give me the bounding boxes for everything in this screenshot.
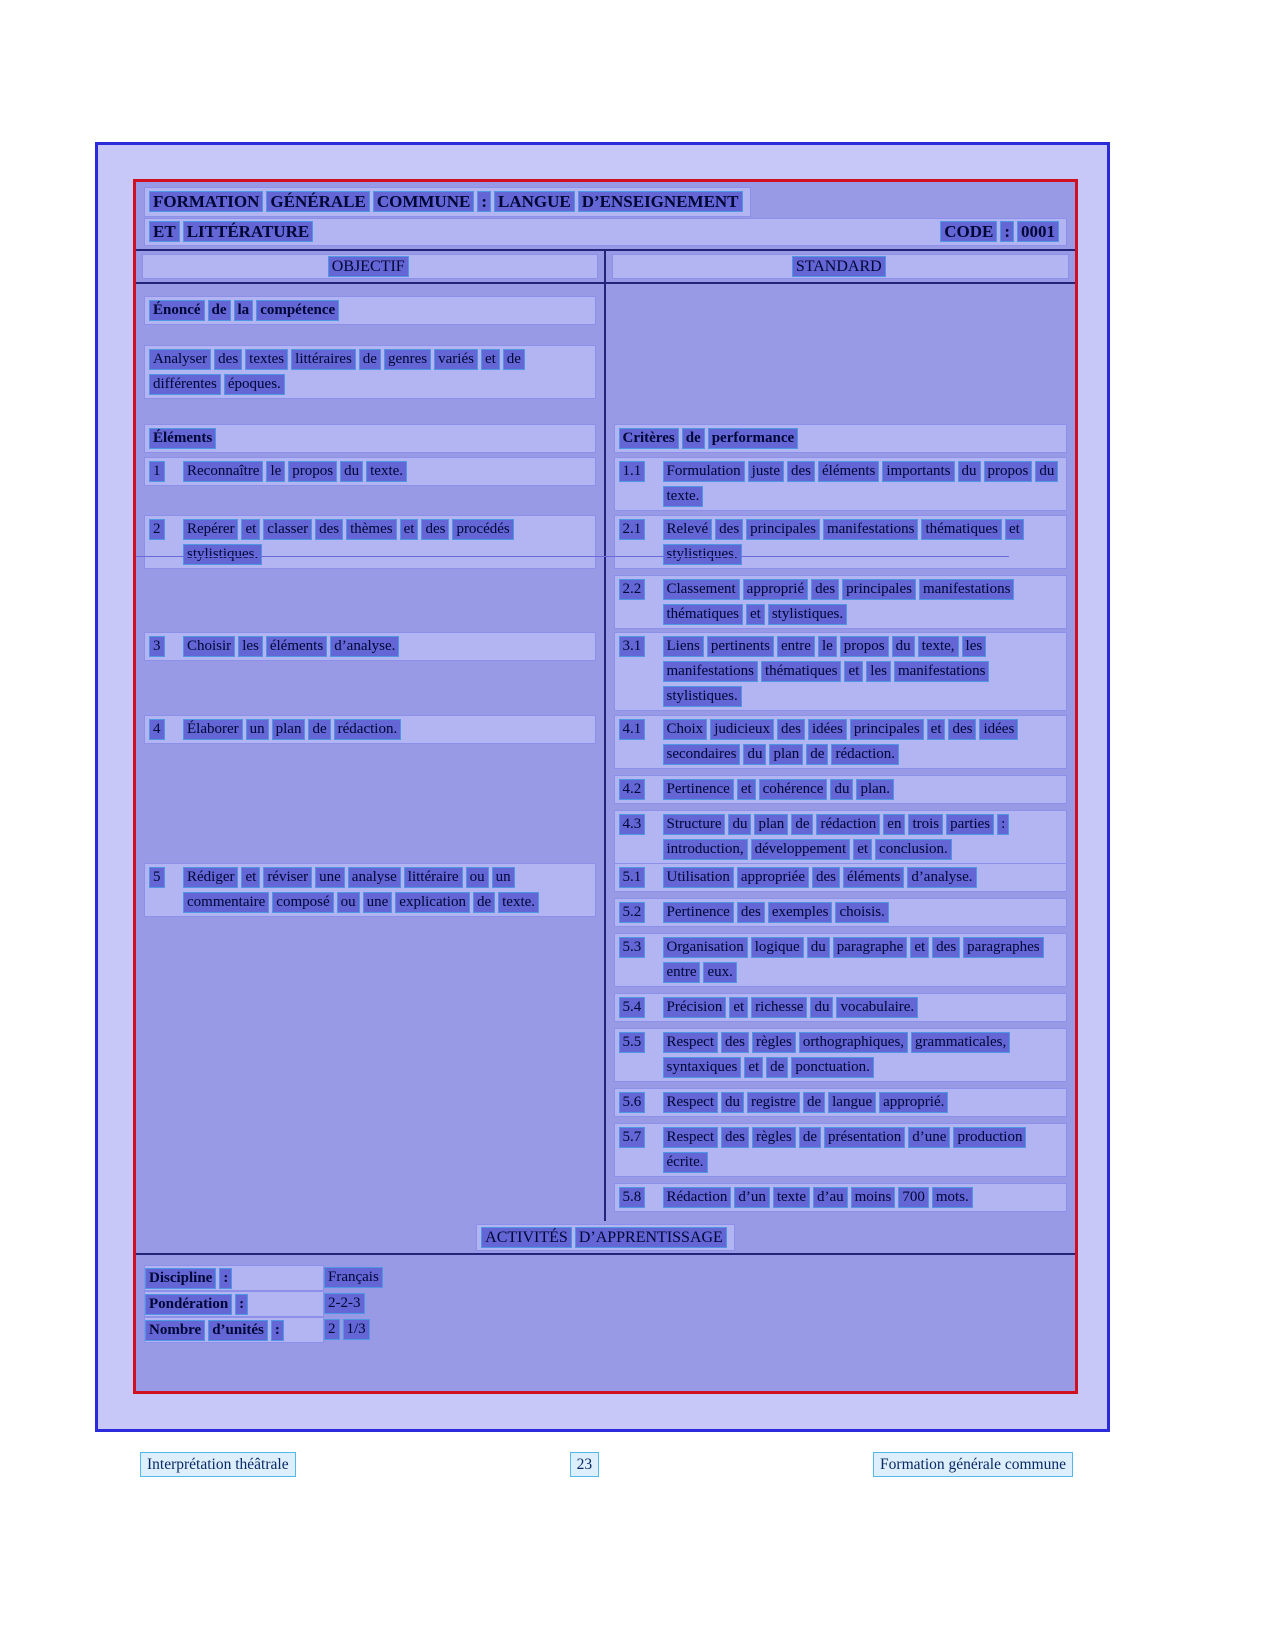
criterion-row [614, 1183, 1068, 1212]
element-cell-2 [136, 512, 606, 629]
element-text: Rédiger et réviser une analyse littéraire ou uncommentaire composé ou une explication de texte. [183, 865, 591, 915]
element-number: 1 [149, 459, 183, 484]
criterion-text: Respect des règles de présentation d’une productionécrite. [663, 1125, 1063, 1175]
element-cell-4 [136, 712, 606, 860]
criterion-number: 2.2 [619, 577, 663, 627]
document-title: FORMATION GÉNÉRALE COMMUNE : LANGUE D’ENSEIGNEMENT [144, 187, 751, 217]
element-cell-3 [136, 629, 606, 712]
activities-title: ACTIVITÉS D’APPRENTISSAGE [476, 1224, 735, 1251]
criterion-number: 4.1 [619, 717, 663, 767]
column-header-standard [606, 251, 1076, 282]
criterion-text: Pertinence et cohérence du plan. [663, 777, 1063, 802]
element-row [144, 515, 596, 569]
criterion-number: 5.6 [619, 1090, 663, 1115]
field-label: Nombre d’unités : [144, 1317, 324, 1343]
field-row-discipline [144, 1265, 1067, 1291]
criteria-heading-cell [606, 421, 1076, 454]
criterion-text: Précision et richesse du vocabulaire. [663, 995, 1063, 1020]
standard-label: STANDARD [612, 254, 1070, 279]
footer-right: Formation générale commune [873, 1452, 1073, 1477]
field-row-unites [144, 1317, 1067, 1343]
criterion-text: Respect du registre de langue approprié. [663, 1090, 1063, 1115]
criterion-row [614, 1028, 1068, 1082]
title-block [136, 182, 1075, 251]
criterion-text: Organisation logique du paragraphe et des paragraphesentre eux. [663, 935, 1063, 985]
element-text: Repérer et classer des thèmes et des procédésstylistiques. [183, 517, 591, 567]
element-cell-1 [136, 454, 606, 512]
criterion-number: 5.3 [619, 935, 663, 985]
criterion-text: Formulation juste des éléments importants du propos dutexte. [663, 459, 1063, 509]
criterion-text: Respect des règles orthographiques, grammaticales,syntaxiques et de ponctuation. [663, 1030, 1063, 1080]
criteria-cell-1 [606, 454, 1076, 512]
criterion-row [614, 457, 1068, 511]
criteria-cell-2 [606, 512, 1076, 629]
criterion-number: 5.5 [619, 1030, 663, 1080]
page-number: 23 [570, 1452, 600, 1477]
document-subtitle: ET LITTÉRATURE [149, 220, 316, 244]
criterion-number: 4.3 [619, 812, 663, 862]
element-number: 4 [149, 717, 183, 742]
page-footer [140, 1452, 1073, 1477]
element-text: Reconnaître le propos du texte. [183, 459, 591, 484]
criterion-text: Choix judicieux des idées principales et des idéessecondaires du plan de rédaction. [663, 717, 1063, 767]
criterion-number: 5.2 [619, 900, 663, 925]
criterion-row [614, 715, 1068, 769]
criterion-number: 5.1 [619, 865, 663, 890]
program-table [133, 179, 1078, 1394]
criterion-row [614, 515, 1068, 569]
element-row [144, 863, 596, 917]
element-number: 3 [149, 634, 183, 659]
criterion-number: 5.4 [619, 995, 663, 1020]
field-value: Français [324, 1265, 386, 1291]
criterion-number: 3.1 [619, 634, 663, 709]
element-number: 2 [149, 517, 183, 567]
course-code: CODE : 0001 [940, 220, 1062, 244]
elements-heading: Éléments [144, 424, 596, 453]
activities-banner [136, 1221, 1075, 1255]
criterion-row [614, 993, 1068, 1022]
criterion-text: Liens pertinents entre le propos du texte, lesmanifestations thématiques et les manifestationsstylistiques. [663, 634, 1063, 709]
criterion-row [614, 898, 1068, 927]
criterion-number: 5.8 [619, 1185, 663, 1210]
element-text: Élaborer un plan de rédaction. [183, 717, 591, 742]
criteria-cell-4 [606, 712, 1076, 860]
criterion-row [614, 775, 1068, 804]
divider-line [136, 556, 1009, 557]
document-page [95, 142, 1110, 1432]
criterion-row [614, 1088, 1068, 1117]
criterion-row [614, 863, 1068, 892]
criterion-row [614, 933, 1068, 987]
activities-details [136, 1255, 1075, 1419]
footer-left: Interprétation théâtrale [140, 1452, 296, 1477]
competency-cell [136, 284, 606, 421]
empty-cell [606, 284, 1076, 421]
elements-heading-cell [136, 421, 606, 454]
element-row [144, 632, 596, 661]
element-cell-5 [136, 860, 606, 1221]
criterion-number: 4.2 [619, 777, 663, 802]
criterion-row [614, 575, 1068, 629]
criterion-number: 1.1 [619, 459, 663, 509]
field-value: 2-2-3 [324, 1291, 368, 1317]
column-headers [136, 251, 1075, 284]
criterion-number: 5.7 [619, 1125, 663, 1175]
document-title-line [144, 187, 1067, 217]
criterion-number: 2.1 [619, 517, 663, 567]
objectif-label: OBJECTIF [142, 254, 598, 279]
criteria-cell-5 [606, 860, 1076, 1221]
criteria-heading: Critères de performance [614, 424, 1068, 453]
element-row [144, 715, 596, 744]
statement-heading: Énoncé de la compétence [144, 296, 596, 325]
objective-standard-grid [136, 284, 1075, 1221]
element-text: Choisir les éléments d’analyse. [183, 634, 591, 659]
column-header-objectif [136, 251, 606, 282]
field-value: 2 1/3 [324, 1317, 373, 1343]
criterion-text: Pertinence des exemples choisis. [663, 900, 1063, 925]
criterion-text: Utilisation appropriée des éléments d’analyse. [663, 865, 1063, 890]
criterion-row [614, 1123, 1068, 1177]
element-row [144, 457, 596, 486]
element-number: 5 [149, 865, 183, 915]
criterion-row [614, 810, 1068, 864]
criteria-cell-3 [606, 629, 1076, 712]
criterion-text: Classement approprié des principales manifestationsthématiques et stylistiques. [663, 577, 1063, 627]
criterion-text: Structure du plan de rédaction en trois parties :introduction, développement et conclusion. [663, 812, 1063, 862]
field-row-ponderation [144, 1291, 1067, 1317]
competency-statement: Analyser des textes littéraires de genres variés et dedifférentes époques. [144, 345, 596, 399]
criterion-text: Rédaction d’un texte d’au moins 700 mots. [663, 1185, 1063, 1210]
document-subtitle-row [144, 218, 1067, 246]
field-label: Discipline : [144, 1265, 324, 1291]
criterion-text: Relevé des principales manifestations thématiques etstylistiques. [663, 517, 1063, 567]
field-label: Pondération : [144, 1291, 324, 1317]
criterion-row [614, 632, 1068, 711]
